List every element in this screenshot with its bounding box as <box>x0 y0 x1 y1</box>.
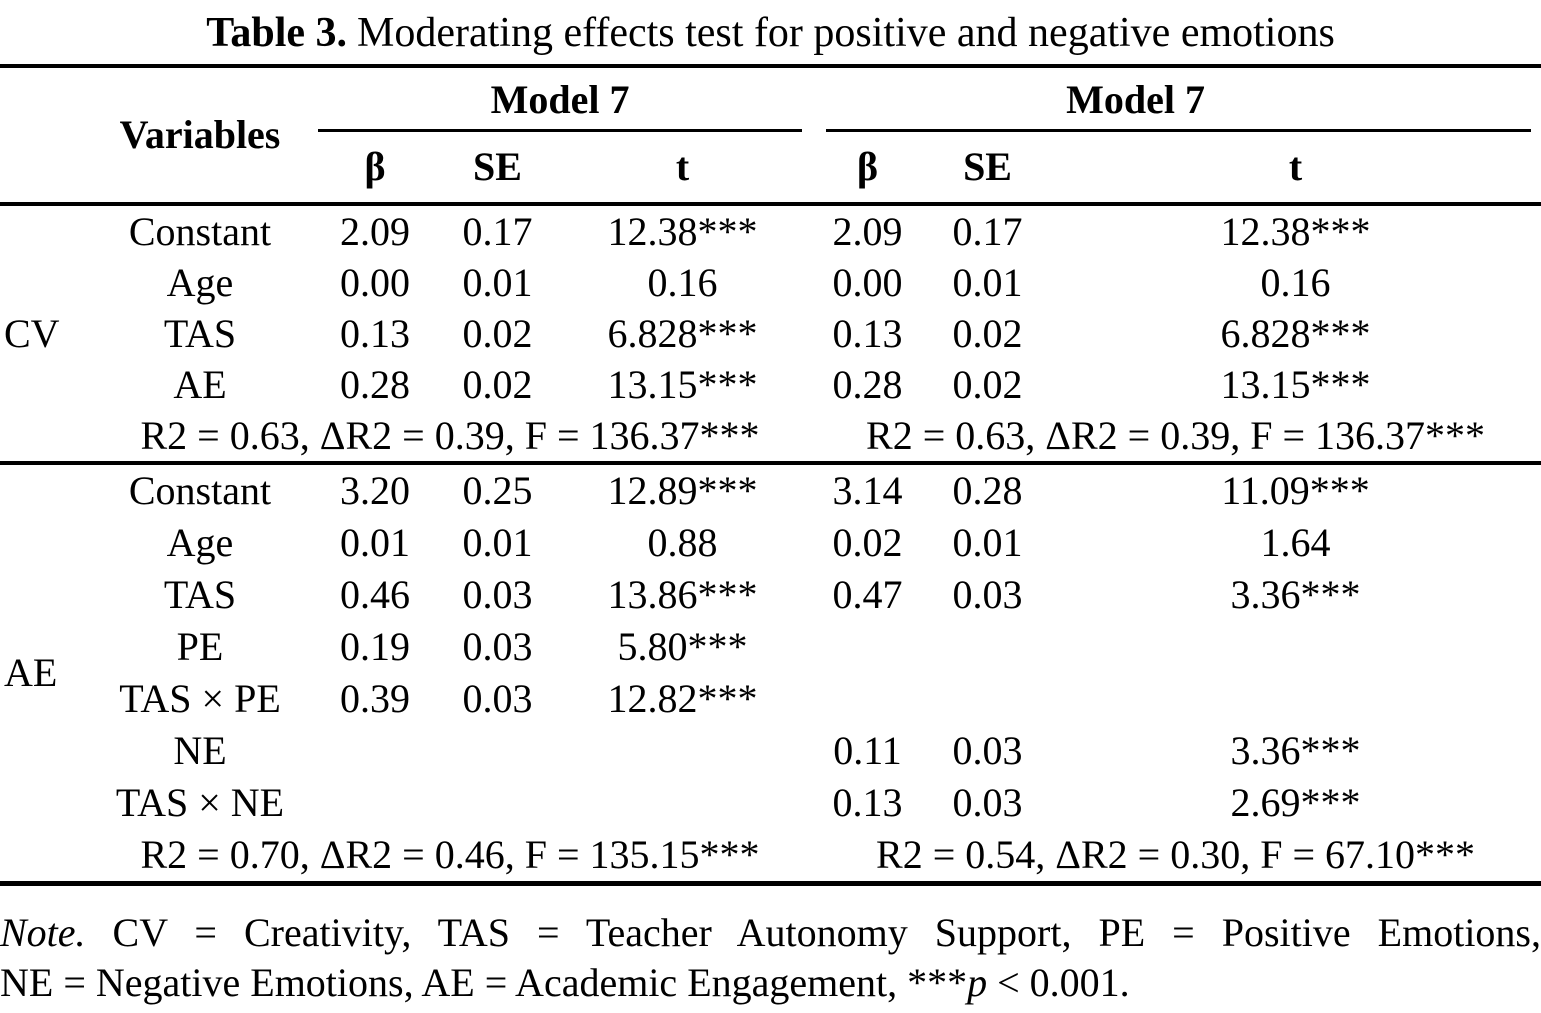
se-cell: 0.02 <box>462 361 533 407</box>
summary-cell-model2: R2 = 0.54, ΔR2 = 0.30, F = 67.10*** <box>810 829 1541 884</box>
summary-cell-model1: R2 = 0.70, ΔR2 = 0.46, F = 135.15*** <box>90 829 810 884</box>
se-cell: 0.01 <box>462 259 533 305</box>
t-cell: 3.36*** <box>1230 728 1361 773</box>
variable-cell: Age <box>166 259 234 305</box>
t-cell <box>1050 621 1541 673</box>
t-cell: 12.82*** <box>607 676 758 721</box>
beta-cell: 2.09 <box>832 208 903 254</box>
beta-cell: 0.47 <box>832 572 903 617</box>
t-cell: 6.828*** <box>607 310 758 356</box>
se-cell: 0.25 <box>462 468 533 513</box>
se-cell: 0.03 <box>952 728 1023 773</box>
summary-cell-model1: R2 = 0.63, ΔR2 = 0.39, F = 136.37*** <box>90 410 810 463</box>
t-cell: 13.86*** <box>607 572 758 617</box>
variable-cell: TAS × NE <box>115 780 285 825</box>
t-cell: 12.38*** <box>607 208 758 254</box>
t1-header: t <box>675 144 690 189</box>
group-cell: AE <box>0 463 90 884</box>
t-cell: 6.828*** <box>1220 310 1371 356</box>
se-cell: 0.01 <box>952 259 1023 305</box>
note-label: Note. <box>0 910 86 955</box>
se-cell: 0.03 <box>462 624 533 669</box>
t-cell: 0.16 <box>647 259 718 305</box>
variables-header: Variables <box>119 112 281 157</box>
table-row <box>0 725 1541 777</box>
table-row <box>0 463 1541 517</box>
beta-cell: 0.00 <box>340 259 410 305</box>
beta-cell <box>810 621 925 673</box>
beta-cell: 0.13 <box>832 310 903 356</box>
header-row-models <box>0 66 1541 132</box>
t-cell: 3.36*** <box>1230 572 1361 617</box>
beta-cell: 0.13 <box>340 310 410 356</box>
se-cell <box>925 621 1050 673</box>
results-table <box>0 64 1541 886</box>
variable-cell: Age <box>166 520 234 565</box>
cv-section <box>0 204 1541 463</box>
t-cell: 2.69*** <box>1230 780 1361 825</box>
se1-header: SE <box>473 144 522 189</box>
t-cell: 0.88 <box>647 520 718 565</box>
beta2-header: β <box>856 144 879 189</box>
t-cell <box>555 725 810 777</box>
se2-header: SE <box>963 144 1012 189</box>
se-cell <box>440 777 555 829</box>
t-cell: 12.38*** <box>1220 208 1371 254</box>
beta-cell: 0.13 <box>832 780 903 825</box>
p-value-symbol: p <box>967 960 988 1005</box>
t-cell: 1.64 <box>1260 520 1331 565</box>
se-cell <box>440 725 555 777</box>
beta-cell: 3.20 <box>340 468 410 513</box>
t-cell: 13.15*** <box>607 361 758 407</box>
t2-header: t <box>1288 144 1303 189</box>
se-cell: 0.02 <box>462 310 533 356</box>
beta-cell: 0.19 <box>340 624 410 669</box>
variable-cell: PE <box>176 624 224 669</box>
table-row <box>0 673 1541 725</box>
se-cell: 0.01 <box>462 520 533 565</box>
beta-cell: 3.14 <box>832 468 903 513</box>
table-row <box>0 621 1541 673</box>
table-row <box>0 308 1541 359</box>
se-cell: 0.17 <box>952 208 1023 254</box>
model1-header: Model 7 <box>310 66 810 132</box>
se-cell: 0.02 <box>952 361 1023 407</box>
table-note <box>0 908 1541 1008</box>
beta-cell: 0.28 <box>340 361 410 407</box>
beta-cell: 0.01 <box>340 520 410 565</box>
t-cell: 11.09*** <box>1221 468 1370 513</box>
t-cell: 0.16 <box>1260 259 1331 305</box>
beta-cell: 0.02 <box>832 520 903 565</box>
variable-cell: TAS × PE <box>119 676 281 721</box>
t-cell <box>555 777 810 829</box>
se-cell: 0.03 <box>952 780 1023 825</box>
table-row <box>0 204 1541 257</box>
t-cell: 13.15*** <box>1220 361 1371 407</box>
variable-cell: Constant <box>128 208 272 254</box>
model2-header: Model 7 <box>810 66 1541 132</box>
variable-cell: Constant <box>128 468 272 513</box>
beta-cell <box>810 673 925 725</box>
t-cell: 5.80*** <box>617 624 748 669</box>
t-cell: 12.89*** <box>607 468 758 513</box>
variable-cell: TAS <box>163 572 237 617</box>
beta-cell: 0.00 <box>832 259 903 305</box>
table-header <box>0 66 1541 204</box>
note-line-2: NE = Negative Emotions, AE = Academic Engagement, ***p < 0.001. <box>0 960 1130 1005</box>
se-cell: 0.02 <box>952 310 1023 356</box>
se-cell: 0.03 <box>462 572 533 617</box>
summary-row <box>0 829 1541 884</box>
beta-cell: 2.09 <box>340 208 410 254</box>
beta1-header: β <box>364 144 386 189</box>
beta-cell: 0.28 <box>832 361 903 407</box>
se-cell: 0.03 <box>952 572 1023 617</box>
beta-cell: 0.39 <box>340 676 410 721</box>
table-row <box>0 777 1541 829</box>
variable-cell: AE <box>173 361 227 407</box>
se-cell <box>925 673 1050 725</box>
group-cell: CV <box>0 204 90 463</box>
summary-row <box>0 410 1541 463</box>
table-row <box>0 517 1541 569</box>
beta-cell: 0.46 <box>340 572 410 617</box>
se-cell: 0.01 <box>952 520 1023 565</box>
table-title <box>0 0 1541 62</box>
table-row <box>0 257 1541 308</box>
table-row <box>0 569 1541 621</box>
t-cell <box>1050 673 1541 725</box>
table-title-text: Moderating effects test for positive and negative emotions <box>357 10 1335 56</box>
beta-cell <box>310 725 440 777</box>
variable-cell: NE <box>173 728 227 773</box>
beta-cell: 0.11 <box>833 728 902 773</box>
group-column-header <box>0 66 90 204</box>
se-cell: 0.03 <box>462 676 533 721</box>
table-row <box>0 359 1541 410</box>
summary-cell-model2: R2 = 0.63, ΔR2 = 0.39, F = 136.37*** <box>810 410 1541 463</box>
variable-cell: TAS <box>163 310 237 356</box>
beta-cell <box>310 777 440 829</box>
note-line-1: Note. CV = Creativity, TAS = Teacher Autonomy Support, PE = Positive Emotions, <box>0 910 1541 955</box>
se-cell: 0.28 <box>952 468 1023 513</box>
table-number-label: Table 3. <box>206 10 348 56</box>
se-cell: 0.17 <box>462 208 533 254</box>
ae-section <box>0 463 1541 884</box>
